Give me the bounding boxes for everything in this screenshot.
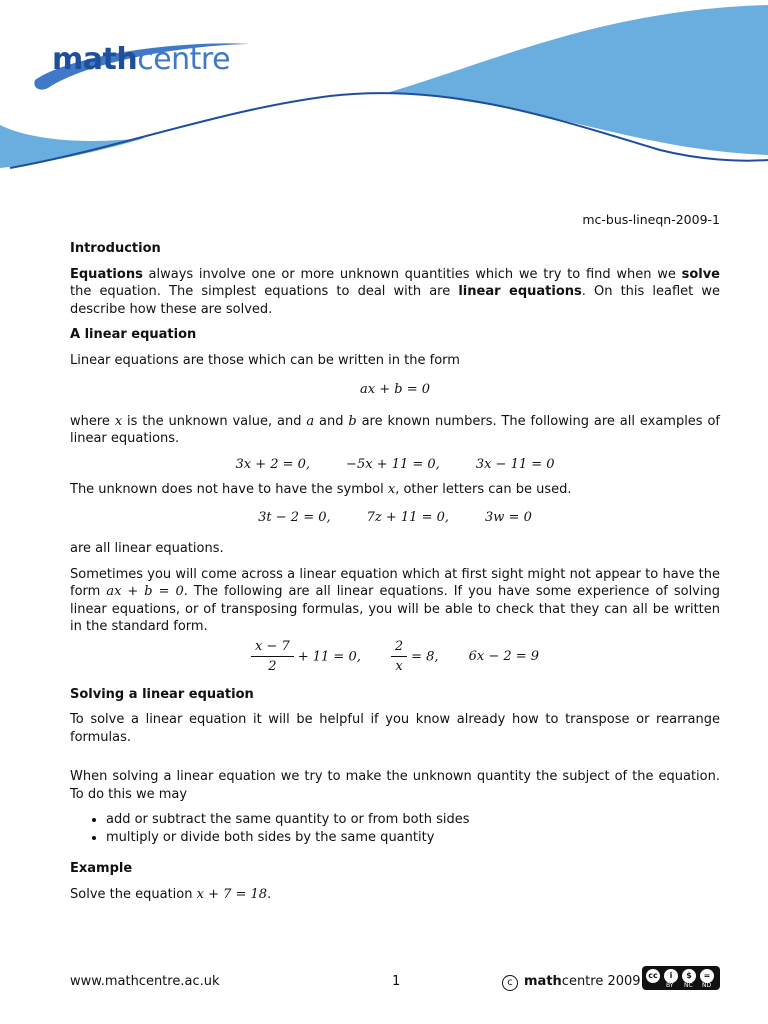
intro-paragraph — [70, 266, 720, 319]
linear-paragraph-3 — [70, 481, 720, 499]
creative-commons-badge[interactable] — [642, 966, 720, 990]
fraction — [251, 638, 294, 676]
example-equation: −5x + 11 = 0, — [346, 456, 440, 472]
list-item: • multiply or divide both sides by the same quantity — [106, 829, 720, 847]
p3-text-a: The unknown does not have to have the symbol — [70, 482, 388, 497]
page-number: 1 — [392, 974, 401, 989]
term-solve: solve — [681, 266, 720, 282]
example-equations-row-1 — [70, 456, 720, 474]
intro-text-1: always involve one or more unknown quantities which we try to find when we — [142, 266, 682, 282]
term-equations: Equations — [70, 266, 143, 282]
fraction-equations-row — [70, 638, 720, 676]
linear-paragraph-4: are all linear equations. — [70, 541, 224, 556]
p2-text-d: are known numbers. The following are all examples of linear equations. — [70, 413, 720, 446]
header-wave-graphic — [0, 0, 768, 200]
intro-text-2: the equation. The simplest equations to deal with are — [70, 284, 459, 299]
linear-heading: A linear equation — [70, 327, 197, 342]
example-equation-main: x + 7 = 18 — [196, 886, 268, 902]
attribution-icon: i — [664, 969, 678, 983]
copyright-brand-rest: centre 2009 — [561, 974, 641, 989]
example-equation: 3w = 0 — [485, 509, 532, 525]
fraction-equation-rest: + 11 = 0, — [297, 649, 361, 664]
solving-paragraph-2: When solving a linear equation we try to make the unknown quantity the subject of the equation. To do this we may — [70, 769, 720, 802]
cc-label-by: BY — [666, 982, 674, 989]
noncommercial-icon: $ — [682, 969, 696, 983]
fraction-numerator: x − 7 — [251, 638, 294, 658]
example-paragraph — [70, 886, 720, 904]
fraction — [391, 638, 407, 676]
p2-var-a: a — [306, 413, 315, 429]
cc-label-nd: ND — [702, 982, 712, 989]
mathcentre-logo — [52, 42, 230, 77]
linear-paragraph-1: Linear equations are those which can be written in the form — [70, 352, 460, 368]
page-header — [0, 0, 768, 200]
list-item: • add or subtract the same quantity to or from both sides — [106, 811, 720, 829]
intro-text-3: . On this leaflet we describe how these are solved. — [70, 284, 720, 317]
fraction-denominator: x — [395, 659, 403, 674]
footer-url[interactable]: www.mathcentre.ac.uk — [70, 974, 220, 989]
equation-3: 6x − 2 = 9 — [468, 648, 540, 664]
logo-text-math: math — [52, 42, 138, 77]
example-heading: Example — [70, 861, 133, 876]
fraction-numerator: 2 — [391, 638, 407, 658]
example-equation: 7z + 11 = 0, — [366, 509, 450, 525]
p5-form: ax + b = 0 — [106, 584, 184, 599]
linear-paragraph-5 — [70, 566, 720, 636]
main-content — [70, 240, 720, 911]
p3-var-x: x — [387, 482, 396, 497]
solving-steps-list — [70, 811, 720, 846]
example-equation: 3t − 2 = 0, — [258, 509, 331, 525]
fraction-equation-1 — [251, 638, 361, 676]
logo-text-centre: centre — [137, 42, 231, 77]
p3-text-b: , other letters can be used. — [395, 482, 572, 497]
copyright-brand-bold: math — [524, 974, 562, 989]
p5-text-b: . The following are all linear equations. If you have some experience of solving linear equations, or of transposing formulas, you will be able to check that they can all be written in the standard form. — [70, 584, 720, 634]
example-end: . — [267, 886, 272, 902]
page-footer — [70, 966, 720, 996]
p2-text-c: and — [314, 413, 349, 429]
p2-text-b: is the unknown value, and — [122, 413, 307, 429]
document-id: mc-bus-lineqn-2009-1 — [582, 212, 720, 227]
p2-text-a: where — [70, 413, 115, 429]
example-equation: 3x − 11 = 0 — [475, 456, 555, 472]
cc-label-nc: NC — [684, 982, 693, 989]
copyright-notice — [502, 974, 641, 991]
copyright-icon: c — [502, 975, 518, 991]
intro-heading: Introduction — [70, 241, 161, 256]
noderivatives-icon: = — [700, 969, 714, 983]
solving-paragraph-1: To solve a linear equation it will be helpful if you know already how to transpose or rearrange formulas. — [70, 712, 720, 745]
fraction-equation-rest: = 8, — [411, 649, 439, 664]
p2-var-b: b — [348, 413, 357, 429]
example-text: Solve the equation — [70, 886, 197, 902]
p5-text-a: Sometimes you will come across a linear equation which at first sight might not appear to have the form — [70, 566, 720, 599]
fraction-denominator: 2 — [268, 659, 277, 674]
linear-paragraph-2 — [70, 413, 720, 448]
standard-form-equation: ax + b = 0 — [360, 382, 430, 397]
p2-var-x: x — [114, 413, 123, 429]
example-equation: 3x + 2 = 0, — [235, 456, 311, 472]
term-linear-equations: linear equations — [458, 284, 582, 299]
solving-heading: Solving a linear equation — [70, 686, 254, 702]
cc-icon: cc — [646, 969, 660, 983]
fraction-equation-2 — [391, 638, 439, 676]
example-equations-row-2 — [70, 509, 720, 527]
